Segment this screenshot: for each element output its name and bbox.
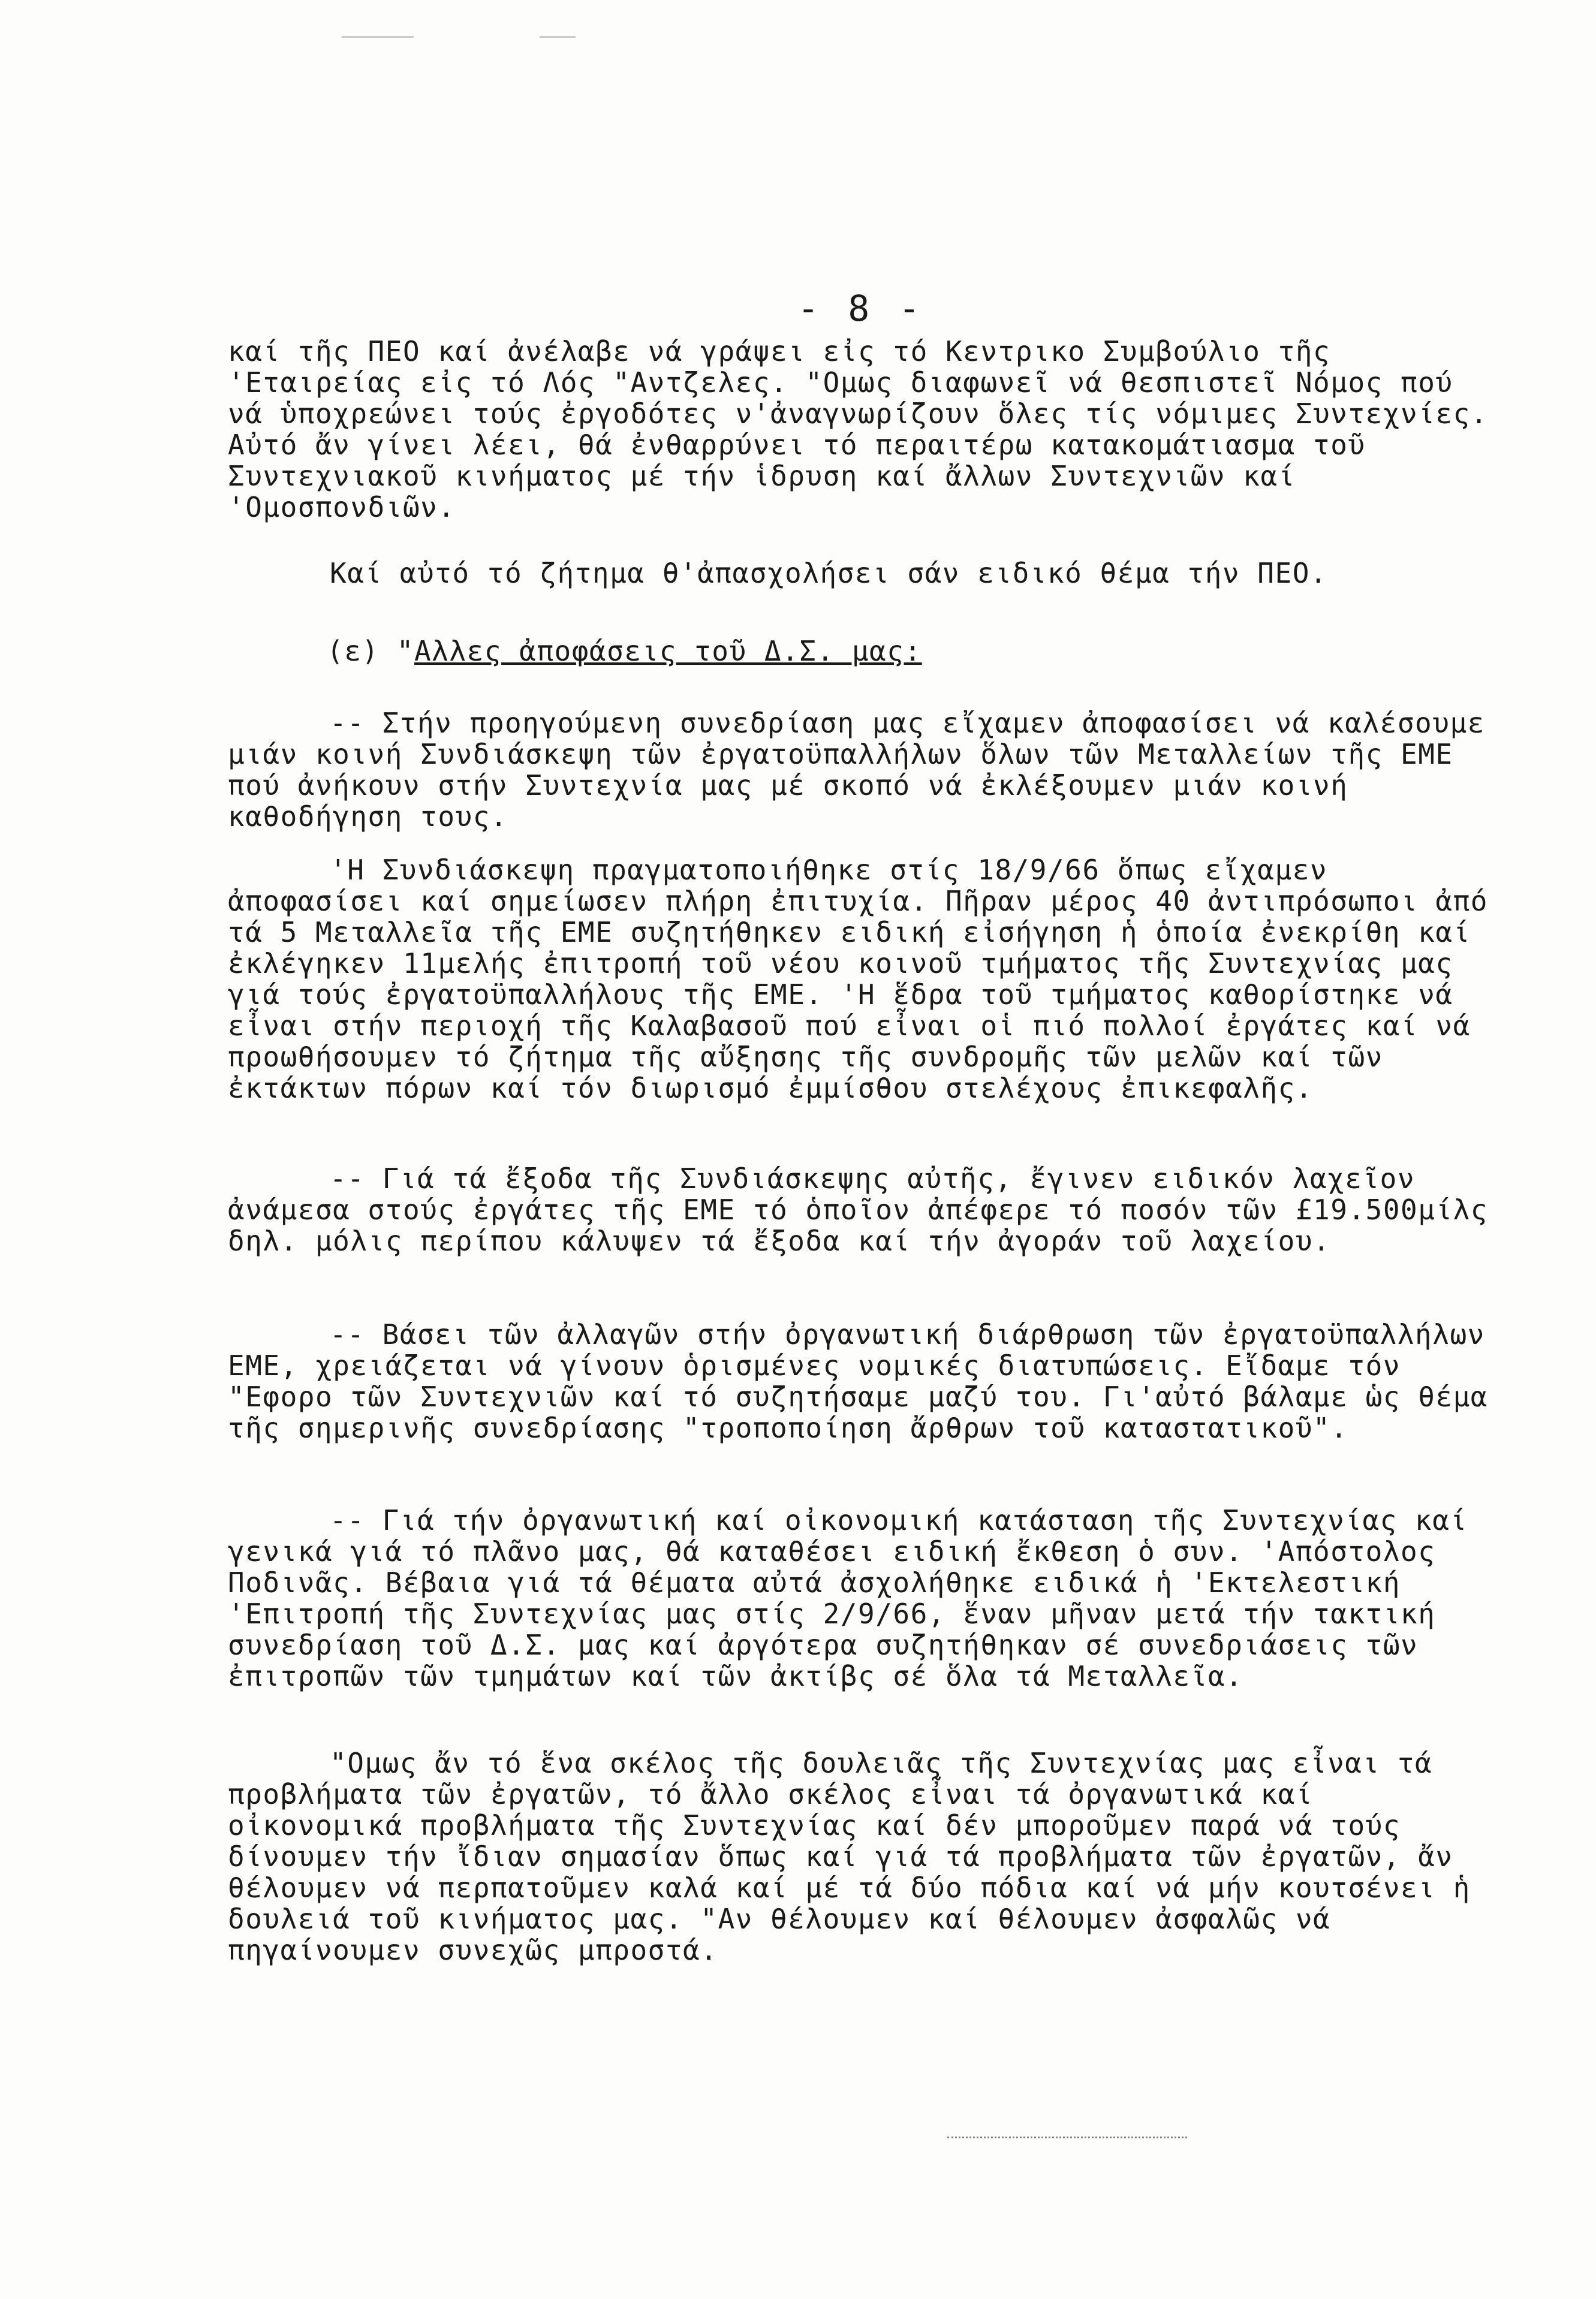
paragraph-3: -- Στήν προηγούμενη συνεδρίαση μας εἴχαμεν ἀποφασίσει νά καλέσουμε μιάν κοινή Συνδιάσκεψη τῶν ἐργατοϋπαλλήλων ὅλων τῶν Μεταλλείων τῆς ΕΜΕ πού ἀνήκουν στήν Συντεχνία μας μέ σκοπό νά ἐκλέξουμεν μιάν κοινή καθοδήγηση τους.: [228, 707, 1503, 833]
scan-artifact: [540, 36, 576, 38]
heading-text: Αλλες ἀποφάσεις τοῦ Δ.Σ. μας:: [414, 635, 922, 667]
paragraph-2: Καί αὐτό τό ζήτημα θ'ἀπασχολήσει σάν ειδικό θέμα τήν ΠΕΟ.: [330, 557, 1328, 589]
scan-artifact: [342, 36, 414, 38]
scan-artifact: [947, 2128, 1187, 2138]
paragraph-5: -- Γιά τά ἔξοδα τῆς Συνδιάσκεψης αὐτῆς, ἔγινεν ειδικόν λαχεῖον ἀνάμεσα στούς ἐργάτες τῆς ΕΜΕ τό ὁποῖον ἀπέφερε τό ποσόν τῶν £19.500μίλς δηλ. μόλις περίπου κάλυψεν τά ἔξοδα καί τήν ἀγοράν τοῦ λαχείου.: [228, 1162, 1506, 1257]
paragraph-8: "Ομως ἄν τό ἕνα σκέλος τῆς δουλειᾶς τῆς Συντεχνίας μας εἶναι τά προβλήματα τῶν ἐργατῶν, τό ἄλλο σκέλος εἶναι τά ὀργανωτικά καί οἰκονομικά προβλήματα τῆς Συντεχνίας καί δέν μποροῦμεν παρά νά τούς δίνουμεν τήν ἴδιαν σημασίαν ὅπως καί γιά τά προβλήματα τῶν ἐργατῶν, ἄν θέλουμεν νά περπατοῦμεν καλά καί μέ τά δύο πόδια καί νά μήν κουτσένει ἡ δουλειά τοῦ κινήματος μας. "Αν θέλουμεν καί θέλουμεν ἀσφαλῶς νά πηγαίνουμεν συνεχῶς μπροστά.: [228, 1747, 1489, 1966]
paragraph-4: 'Η Συνδιάσκεψη πραγματοποιήθηκε στίς 18/9/66 ὅπως εἴχαμεν ἀποφασίσει καί σημείωσεν πλήρη ἐπιτυχία. Πῆραν μέρος 40 ἀντιπρόσωποι ἀπό τά 5 Μεταλλεῖα τῆς ΕΜΕ συζητήθηκεν ειδική εἰσήγηση ἡ ὁποία ἐνεκρίθη καί ἐκλέγηκεν 11μελής ἐπιτροπή τοῦ νέου κοινοῦ τμήματος τῆς Συντεχνίας μας γιά τούς ἐργατοϋπαλλήλους τῆς ΕΜΕ. 'Η ἕδρα τοῦ τμήματος καθορίστηκε νά εἶναι στήν περιοχή τῆς Καλαβασοῦ πού εἶναι οἱ πιό πολλοί ἐργάτες καί νά προωθήσουμεν τό ζήτημα τῆς αὔξησης τῆς συνδρομῆς τῶν μελῶν καί τῶν ἐκτάκτων πόρων καί τόν διωρισμό ἐμμίσθου στελέχους ἐπικεφαλῆς.: [228, 854, 1506, 1104]
paragraph-6: -- Βάσει τῶν ἀλλαγῶν στήν ὀργανωτική διάρθρωση τῶν ἐργατοϋπαλλήλων ΕΜΕ, χρειάζεται νά γίνουν ὁρισμένες νομικές διατυπώσεις. Εἴδαμε τόν "Εφορο τῶν Συντεχνιῶν καί τό συζητήσαμε μαζύ του. Γι'αὐτό βάλαμε ὡς θέμα τῆς σημερινῆς συνεδρίασης "τροποποίηση ἄρθρων τοῦ καταστατικοῦ".: [228, 1318, 1506, 1444]
paragraph-7: -- Γιά τήν ὀργανωτική καί οἰκονομική κατάσταση τῆς Συντεχνίας καί γενικά γιά τό πλᾶνο μας, θά καταθέσει ειδική ἔκθεση ὁ συν. 'Απόστολος Ποδινᾶς. Βέβαια γιά τά θέματα αὐτά ἀσχολήθηκε ειδικά ἡ 'Εκτελεστική 'Επιτροπή τῆς Συντεχνίας μας στίς 2/9/66, ἕναν μῆναν μετά τήν τακτική συνεδρίαση τοῦ Δ.Σ. μας καί ἀργότερα συζητήθηκαν σέ συνεδριάσεις τῶν ἐπιτροπῶν τῶν τμημάτων καί τῶν ἀκτίβς σέ ὅλα τά Μεταλλεῖα.: [228, 1504, 1485, 1692]
paragraph-1: καί τῆς ΠΕΟ καί ἀνέλαβε νά γράψει εἰς τό Κεντρικο Συμβούλιο τῆς 'Εταιρείας εἰς τό Λός "Αντζελες. "Ομως διαφωνεῖ νά θεσπιστεῖ Νόμος πού νά ὑποχρεώνει τούς ἐργοδότες ν'ἀναγνωρίζουν ὅλες τίς νόμιμες Συντεχνίες. Αὐτό ἄν γίνει λέει, θά ἐνθαρρύνει τό περαιτέρω κατακομάτιασμα τοῦ Συντεχνιακοῦ κινήματος μέ τήν ἱδρυση καί ἄλλων Συντεχνιῶν καί 'Ομοσπονδιῶν.: [228, 335, 1506, 523]
page-number: - 8 -: [797, 288, 924, 330]
heading-prefix: (ε) ": [327, 635, 414, 667]
section-heading: [327, 635, 922, 667]
